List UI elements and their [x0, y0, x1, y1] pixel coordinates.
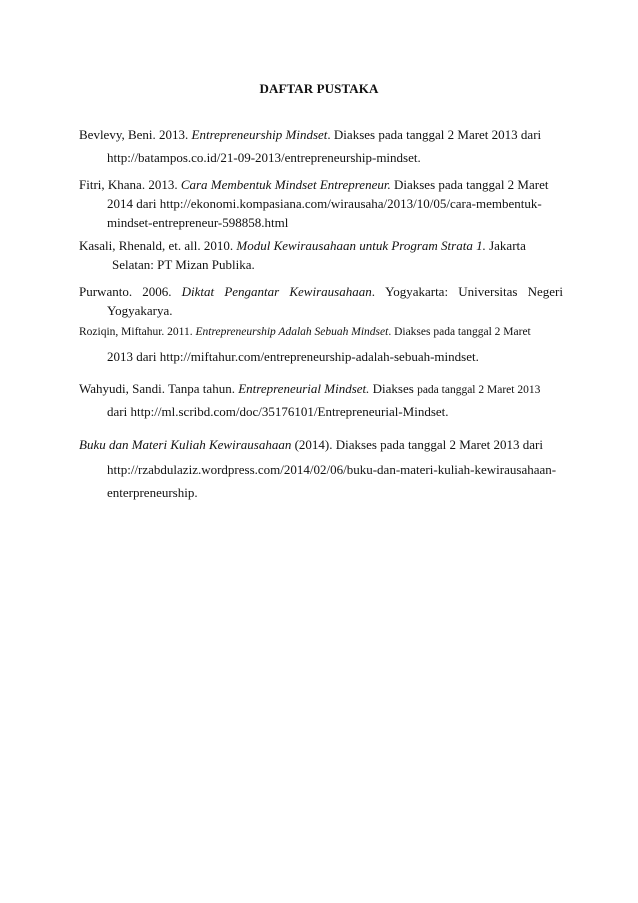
reference-title: Cara Membentuk Mindset Entrepreneur. — [180, 177, 391, 192]
reference-url-continued: enterpreneurship. — [107, 485, 198, 500]
reference-year: 2006. — [142, 284, 172, 299]
reference-line — [79, 284, 563, 300]
reference-text: . Diakses pada tanggal 2 Maret 2013 dari — [327, 127, 542, 142]
reference-publisher-word: Negeri — [527, 284, 563, 299]
reference-publisher: Selatan: PT Mizan Publika. — [112, 257, 255, 272]
reference-line — [79, 437, 543, 453]
reference-url-continued: mindset-entrepreneur-598858.html — [107, 215, 289, 230]
reference-author: Roziqin, Miftahur. 2011. — [79, 326, 196, 338]
reference-line — [79, 177, 548, 193]
reference-title: Modul Kewirausahaan untuk Program Strata 1. — [236, 238, 486, 253]
reference-text: Diakses — [369, 381, 418, 396]
reference-line — [79, 238, 526, 254]
reference-author: Purwanto. — [79, 284, 133, 299]
reference-title-word: Pengantar — [224, 284, 280, 299]
page-title: DAFTAR PUSTAKA — [259, 81, 379, 96]
punctuation: . — [371, 284, 375, 299]
reference-city: Yogyakarta: — [385, 284, 449, 299]
reference-url: 2013 dari http://miftahur.com/entrepreneurship-adalah-sebuah-mindset. — [107, 349, 479, 364]
reference-title: Entrepreneurial Mindset. — [238, 381, 370, 396]
reference-line — [79, 127, 541, 143]
reference-author: Fitri, Khana. 2013. — [79, 177, 181, 192]
reference-author: Kasali, Rhenald, et. all. 2010. — [79, 238, 237, 253]
reference-text-small: pada tanggal 2 Maret 2013 — [417, 384, 541, 396]
reference-text: Jakarta — [485, 238, 526, 253]
reference-author: Wahyudi, Sandi. Tanpa tahun. — [79, 381, 239, 396]
reference-url: 2014 dari http://ekonomi.kompasiana.com/wirausaha/2013/10/05/cara-membentuk- — [107, 196, 542, 211]
reference-title: Entrepreneurship Mindset — [191, 127, 328, 142]
reference-url: http://batampos.co.id/21-09-2013/entrepreneurship-mindset. — [107, 150, 421, 165]
reference-line — [79, 381, 540, 397]
reference-title: Buku dan Materi Kuliah Kewirausahaan — [79, 437, 292, 452]
reference-text: Diakses pada tanggal 2 Maret — [390, 177, 549, 192]
reference-title: Entrepreneurship Adalah Sebuah Mindset — [195, 326, 389, 338]
reference-text: . Diakses pada tanggal 2 Maret — [388, 326, 531, 338]
reference-line — [79, 326, 531, 338]
reference-text: (2014). Diakses pada tanggal 2 Maret 2013 dari — [291, 437, 543, 452]
reference-url: http://rzabdulaziz.wordpress.com/2014/02/06/buku-dan-materi-kuliah-kewirausahaan- — [107, 462, 557, 477]
reference-url: dari http://ml.scribd.com/doc/35176101/Entrepreneurial-Mindset. — [107, 404, 449, 419]
reference-author: Bevlevy, Beni. 2013. — [79, 127, 192, 142]
reference-publisher: Yogyakarya. — [107, 303, 173, 318]
reference-title-word: Kewirausahaan — [289, 284, 372, 299]
reference-title-word: Diktat — [181, 284, 215, 299]
reference-title-group — [289, 284, 375, 300]
reference-publisher-word: Universitas — [458, 284, 518, 299]
